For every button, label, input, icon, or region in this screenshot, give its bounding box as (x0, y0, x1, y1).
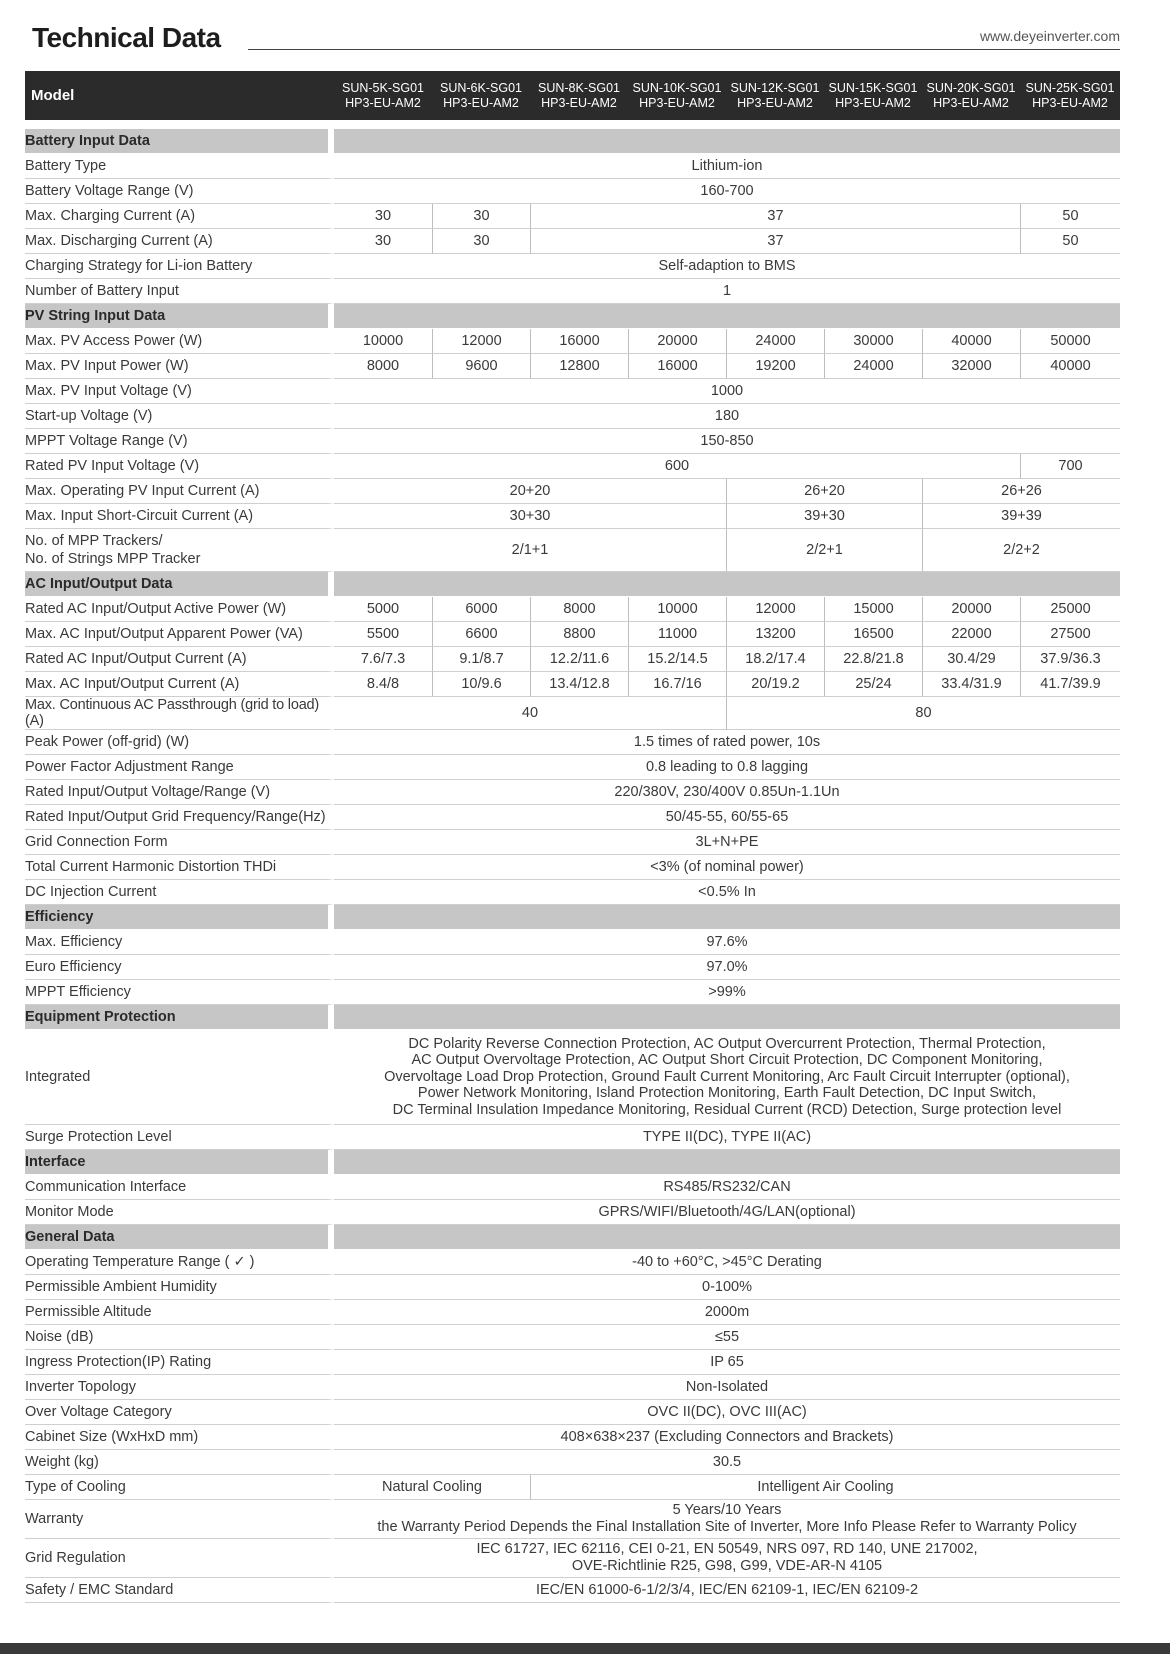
spec-label: Max. Operating PV Input Current (A) (25, 479, 334, 504)
spec-value: 9.1/8.7 (432, 647, 530, 672)
spec-value: 39+30 (726, 504, 922, 529)
spec-label: Max. Discharging Current (A) (25, 229, 334, 254)
spec-row (25, 329, 1120, 354)
spec-value: 0-100% (334, 1275, 1120, 1300)
spec-label: Max. AC Input/Output Apparent Power (VA) (25, 622, 334, 647)
spec-value: 5000 (334, 597, 432, 622)
spec-value: 32000 (922, 354, 1020, 379)
spec-value: 40000 (922, 329, 1020, 354)
spec-label: Grid Regulation (25, 1539, 334, 1578)
section-fill (334, 1225, 1120, 1250)
spec-value: 24000 (726, 329, 824, 354)
spec-value: 8800 (530, 622, 628, 647)
spec-value: GPRS/WIFI/Bluetooth/4G/LAN(optional) (334, 1200, 1120, 1225)
spec-value: 19200 (726, 354, 824, 379)
spec-value: 30+30 (334, 504, 726, 529)
section-header-row (25, 304, 1120, 329)
spec-row (25, 204, 1120, 229)
spec-value: 3L+N+PE (334, 830, 1120, 855)
spec-value: 13.4/12.8 (530, 672, 628, 697)
spec-value: 27500 (1020, 622, 1120, 647)
section-fill (334, 1005, 1120, 1030)
spec-label: Ingress Protection(IP) Rating (25, 1350, 334, 1375)
spec-label: MPPT Voltage Range (V) (25, 429, 334, 454)
spec-row (25, 404, 1120, 429)
spec-row (25, 980, 1120, 1005)
spec-value: 5 Years/10 Years the Warranty Period Depends the Final Installation Site of Inverter, More Info Please Refer to Warranty Policy (334, 1500, 1120, 1539)
spec-row (25, 154, 1120, 179)
spec-value: 180 (334, 404, 1120, 429)
model-name: SUN-8K-SG01 HP3-EU-AM2 (530, 71, 628, 120)
technical-data-table (25, 71, 1120, 1603)
spec-row (25, 1250, 1120, 1275)
section-title: PV String Input Data (25, 304, 334, 329)
spec-row (25, 479, 1120, 504)
spec-row (25, 379, 1120, 404)
spec-value: 20/19.2 (726, 672, 824, 697)
spec-label: Power Factor Adjustment Range (25, 755, 334, 780)
model-header-row (25, 71, 1120, 120)
spec-value: 12800 (530, 354, 628, 379)
section-title: Interface (25, 1150, 334, 1175)
spec-value: 8000 (334, 354, 432, 379)
spec-value: 18.2/17.4 (726, 647, 824, 672)
spec-row (25, 1578, 1120, 1603)
spec-value: 40000 (1020, 354, 1120, 379)
spec-row (25, 805, 1120, 830)
spec-row (25, 1125, 1120, 1150)
spec-value: 2/1+1 (334, 529, 726, 572)
spec-row (25, 855, 1120, 880)
spec-value: 13200 (726, 622, 824, 647)
spec-value: Intelligent Air Cooling (530, 1475, 1120, 1500)
spec-value: 25000 (1020, 597, 1120, 622)
spec-label: Rated AC Input/Output Current (A) (25, 647, 334, 672)
section-title: Efficiency (25, 905, 334, 930)
spec-value: Natural Cooling (334, 1475, 530, 1500)
model-name: SUN-20K-SG01 HP3-EU-AM2 (922, 71, 1020, 120)
spec-value: 20000 (628, 329, 726, 354)
section-header-row (25, 572, 1120, 597)
section-title: AC Input/Output Data (25, 572, 334, 597)
spec-row (25, 254, 1120, 279)
spec-value: 408×638×237 (Excluding Connectors and Brackets) (334, 1425, 1120, 1450)
spec-label: Max. PV Input Voltage (V) (25, 379, 334, 404)
spec-row (25, 1475, 1120, 1500)
spec-value: 12000 (432, 329, 530, 354)
spec-value: 22.8/21.8 (824, 647, 922, 672)
spec-row (25, 454, 1120, 479)
spec-label: Max. Charging Current (A) (25, 204, 334, 229)
spec-row (25, 697, 1120, 730)
spec-label: Start-up Voltage (V) (25, 404, 334, 429)
spec-row (25, 1300, 1120, 1325)
spec-value: 7.6/7.3 (334, 647, 432, 672)
spec-row (25, 730, 1120, 755)
spec-value: 22000 (922, 622, 1020, 647)
spec-row (25, 1350, 1120, 1375)
spec-label: Rated Input/Output Grid Frequency/Range(Hz) (25, 805, 334, 830)
title-rule (248, 49, 1120, 50)
spec-value: 1000 (334, 379, 1120, 404)
model-name: SUN-10K-SG01 HP3-EU-AM2 (628, 71, 726, 120)
spec-value: 16.7/16 (628, 672, 726, 697)
spec-label: Integrated (25, 1030, 334, 1125)
section-header-row (25, 1005, 1120, 1030)
spec-value: 37 (530, 204, 1020, 229)
spec-label: Rated AC Input/Output Active Power (W) (25, 597, 334, 622)
spec-value: 30 (432, 204, 530, 229)
spec-row (25, 830, 1120, 855)
spec-row (25, 780, 1120, 805)
spec-value: Non-Isolated (334, 1375, 1120, 1400)
spec-value: 0.8 leading to 0.8 lagging (334, 755, 1120, 780)
spec-value: 26+26 (922, 479, 1120, 504)
spec-value: 6000 (432, 597, 530, 622)
section-fill (334, 572, 1120, 597)
spec-row (25, 429, 1120, 454)
spec-label: Rated Input/Output Voltage/Range (V) (25, 780, 334, 805)
spec-label: Peak Power (off-grid) (W) (25, 730, 334, 755)
spec-label: Over Voltage Category (25, 1400, 334, 1425)
spec-label: Inverter Topology (25, 1375, 334, 1400)
section-header-row (25, 905, 1120, 930)
spec-row (25, 597, 1120, 622)
spec-label: Charging Strategy for Li-ion Battery (25, 254, 334, 279)
spec-value: 24000 (824, 354, 922, 379)
spec-row (25, 504, 1120, 529)
spec-label: Permissible Ambient Humidity (25, 1275, 334, 1300)
spec-value: 160-700 (334, 179, 1120, 204)
spec-value: -40 to +60°C, >45°C Derating (334, 1250, 1120, 1275)
spec-row (25, 354, 1120, 379)
model-name: SUN-15K-SG01 HP3-EU-AM2 (824, 71, 922, 120)
spec-value: 50000 (1020, 329, 1120, 354)
spec-value: 20+20 (334, 479, 726, 504)
spec-value: >99% (334, 980, 1120, 1005)
spec-value: RS485/RS232/CAN (334, 1175, 1120, 1200)
spec-value: ≤55 (334, 1325, 1120, 1350)
spec-value: 50 (1020, 204, 1120, 229)
spec-value: 41.7/39.9 (1020, 672, 1120, 697)
spec-label: Type of Cooling (25, 1475, 334, 1500)
section-title: Equipment Protection (25, 1005, 334, 1030)
spec-value: 9600 (432, 354, 530, 379)
spec-label: Battery Voltage Range (V) (25, 179, 334, 204)
spec-value: 37 (530, 229, 1020, 254)
section-fill (334, 129, 1120, 154)
spec-label: Cabinet Size (WxHxD mm) (25, 1425, 334, 1450)
spec-row (25, 1500, 1120, 1539)
spec-label: Max. Input Short-Circuit Current (A) (25, 504, 334, 529)
model-name: SUN-12K-SG01 HP3-EU-AM2 (726, 71, 824, 120)
spec-value: 97.6% (334, 930, 1120, 955)
spec-value: 97.0% (334, 955, 1120, 980)
spec-value: 10000 (628, 597, 726, 622)
model-label: Model (25, 71, 334, 120)
spec-value: <3% (of nominal power) (334, 855, 1120, 880)
spec-value: 16000 (628, 354, 726, 379)
spec-value: TYPE II(DC), TYPE II(AC) (334, 1125, 1120, 1150)
spec-row (25, 1030, 1120, 1125)
spec-value: 15.2/14.5 (628, 647, 726, 672)
spec-value: 30 (334, 204, 432, 229)
spec-value: 2000m (334, 1300, 1120, 1325)
spec-value: 12.2/11.6 (530, 647, 628, 672)
spec-value: 220/380V, 230/400V 0.85Un-1.1Un (334, 780, 1120, 805)
spec-label: Warranty (25, 1500, 334, 1539)
spec-row (25, 529, 1120, 572)
spec-label: Communication Interface (25, 1175, 334, 1200)
spec-value: 40 (334, 697, 726, 730)
spec-value: 2/2+1 (726, 529, 922, 572)
section-title: General Data (25, 1225, 334, 1250)
spec-row (25, 1275, 1120, 1300)
spec-row (25, 1200, 1120, 1225)
spec-value: 11000 (628, 622, 726, 647)
spec-label: Safety / EMC Standard (25, 1578, 334, 1603)
spec-row (25, 1425, 1120, 1450)
spec-value: 10000 (334, 329, 432, 354)
spec-value: 5500 (334, 622, 432, 647)
spec-value: 600 (334, 454, 1020, 479)
spec-value: 33.4/31.9 (922, 672, 1020, 697)
spec-row (25, 647, 1120, 672)
spec-label: Battery Type (25, 154, 334, 179)
spec-label: Max. PV Access Power (W) (25, 329, 334, 354)
spacer-row (25, 120, 1120, 129)
spec-row (25, 1400, 1120, 1425)
spec-value: 39+39 (922, 504, 1120, 529)
spec-value: 30 (334, 229, 432, 254)
section-header-row (25, 1225, 1120, 1250)
page-header (32, 22, 1120, 56)
website-url: www.deyeinverter.com (974, 28, 1120, 44)
spec-row (25, 1450, 1120, 1475)
spec-label: Weight (kg) (25, 1450, 334, 1475)
spec-label: Monitor Mode (25, 1200, 334, 1225)
spec-row (25, 1175, 1120, 1200)
spec-value: 2/2+2 (922, 529, 1120, 572)
spec-value: 30 (432, 229, 530, 254)
spec-value: 20000 (922, 597, 1020, 622)
bottom-bar (0, 1643, 1170, 1654)
spec-value: 30.4/29 (922, 647, 1020, 672)
spec-row (25, 622, 1120, 647)
spec-value: 1.5 times of rated power, 10s (334, 730, 1120, 755)
spec-value: IP 65 (334, 1350, 1120, 1375)
spec-row (25, 755, 1120, 780)
spec-value: 16000 (530, 329, 628, 354)
spec-value: IEC 61727, IEC 62116, CEI 0-21, EN 50549, NRS 097, RD 140, UNE 217002, OVE-Richtlinie R25, G98, G99, VDE-AR-N 4105 (334, 1539, 1120, 1578)
spec-value: 1 (334, 279, 1120, 304)
spec-value: 25/24 (824, 672, 922, 697)
spec-value: 6600 (432, 622, 530, 647)
spec-row (25, 179, 1120, 204)
spec-row (25, 279, 1120, 304)
spec-value: Self-adaption to BMS (334, 254, 1120, 279)
spec-row (25, 1325, 1120, 1350)
spec-value: <0.5% In (334, 880, 1120, 905)
spec-value: 30000 (824, 329, 922, 354)
spec-value: 16500 (824, 622, 922, 647)
spec-label: No. of MPP Trackers/ No. of Strings MPP Tracker (25, 529, 334, 572)
spec-label: Noise (dB) (25, 1325, 334, 1350)
section-header-row (25, 129, 1120, 154)
spec-row (25, 672, 1120, 697)
section-fill (334, 1150, 1120, 1175)
spec-row (25, 955, 1120, 980)
model-name: SUN-5K-SG01 HP3-EU-AM2 (334, 71, 432, 120)
spec-value: DC Polarity Reverse Connection Protection, AC Output Overcurrent Protection, Thermal Protection, AC Output Overvoltage Protection, AC Output Short Circuit Protection, DC Component Monitoring, Overvoltage Load Drop Protection, Ground Fault Current Monitoring, Arc Fault Circuit Interrupter (optional), Power Network Monitoring, Island Protection Monitoring, Earth Fault Detection, DC Input Switch, DC Terminal Insulation Impedance Monitoring, Residual Current (RCD) Detection, Surge protection level (334, 1030, 1120, 1125)
spec-label: Max. Continuous AC Passthrough (grid to load) (A) (25, 697, 334, 730)
spec-value: 10/9.6 (432, 672, 530, 697)
section-fill (334, 304, 1120, 329)
spec-row (25, 930, 1120, 955)
spec-label: Number of Battery Input (25, 279, 334, 304)
spec-value: 50 (1020, 229, 1120, 254)
spec-row (25, 880, 1120, 905)
spec-value: Lithium-ion (334, 154, 1120, 179)
spec-label: MPPT Efficiency (25, 980, 334, 1005)
spec-label: Grid Connection Form (25, 830, 334, 855)
spec-value: 37.9/36.3 (1020, 647, 1120, 672)
spec-label: Permissible Altitude (25, 1300, 334, 1325)
section-fill (334, 905, 1120, 930)
spec-label: Rated PV Input Voltage (V) (25, 454, 334, 479)
section-title: Battery Input Data (25, 129, 334, 154)
spec-value: 30.5 (334, 1450, 1120, 1475)
spec-label: Surge Protection Level (25, 1125, 334, 1150)
spec-label: Max. AC Input/Output Current (A) (25, 672, 334, 697)
spec-value: OVC II(DC), OVC III(AC) (334, 1400, 1120, 1425)
spec-value: IEC/EN 61000-6-1/2/3/4, IEC/EN 62109-1, IEC/EN 62109-2 (334, 1578, 1120, 1603)
spec-label: Operating Temperature Range ( ✓ ) (25, 1250, 334, 1275)
spec-label: Total Current Harmonic Distortion THDi (25, 855, 334, 880)
spec-value: 50/45-55, 60/55-65 (334, 805, 1120, 830)
spec-value: 700 (1020, 454, 1120, 479)
section-header-row (25, 1150, 1120, 1175)
spec-label: Max. Efficiency (25, 930, 334, 955)
spec-value: 150-850 (334, 429, 1120, 454)
spec-value: 12000 (726, 597, 824, 622)
spec-row (25, 229, 1120, 254)
model-name: SUN-6K-SG01 HP3-EU-AM2 (432, 71, 530, 120)
spec-value: 8.4/8 (334, 672, 432, 697)
spec-label: Max. PV Input Power (W) (25, 354, 334, 379)
spec-value: 15000 (824, 597, 922, 622)
spec-value: 8000 (530, 597, 628, 622)
model-name: SUN-25K-SG01 HP3-EU-AM2 (1020, 71, 1120, 120)
spec-value: 26+20 (726, 479, 922, 504)
spec-row (25, 1539, 1120, 1578)
page-title: Technical Data (32, 22, 221, 53)
spec-label: Euro Efficiency (25, 955, 334, 980)
spec-value: 80 (726, 697, 1120, 730)
spec-label: DC Injection Current (25, 880, 334, 905)
spec-row (25, 1375, 1120, 1400)
